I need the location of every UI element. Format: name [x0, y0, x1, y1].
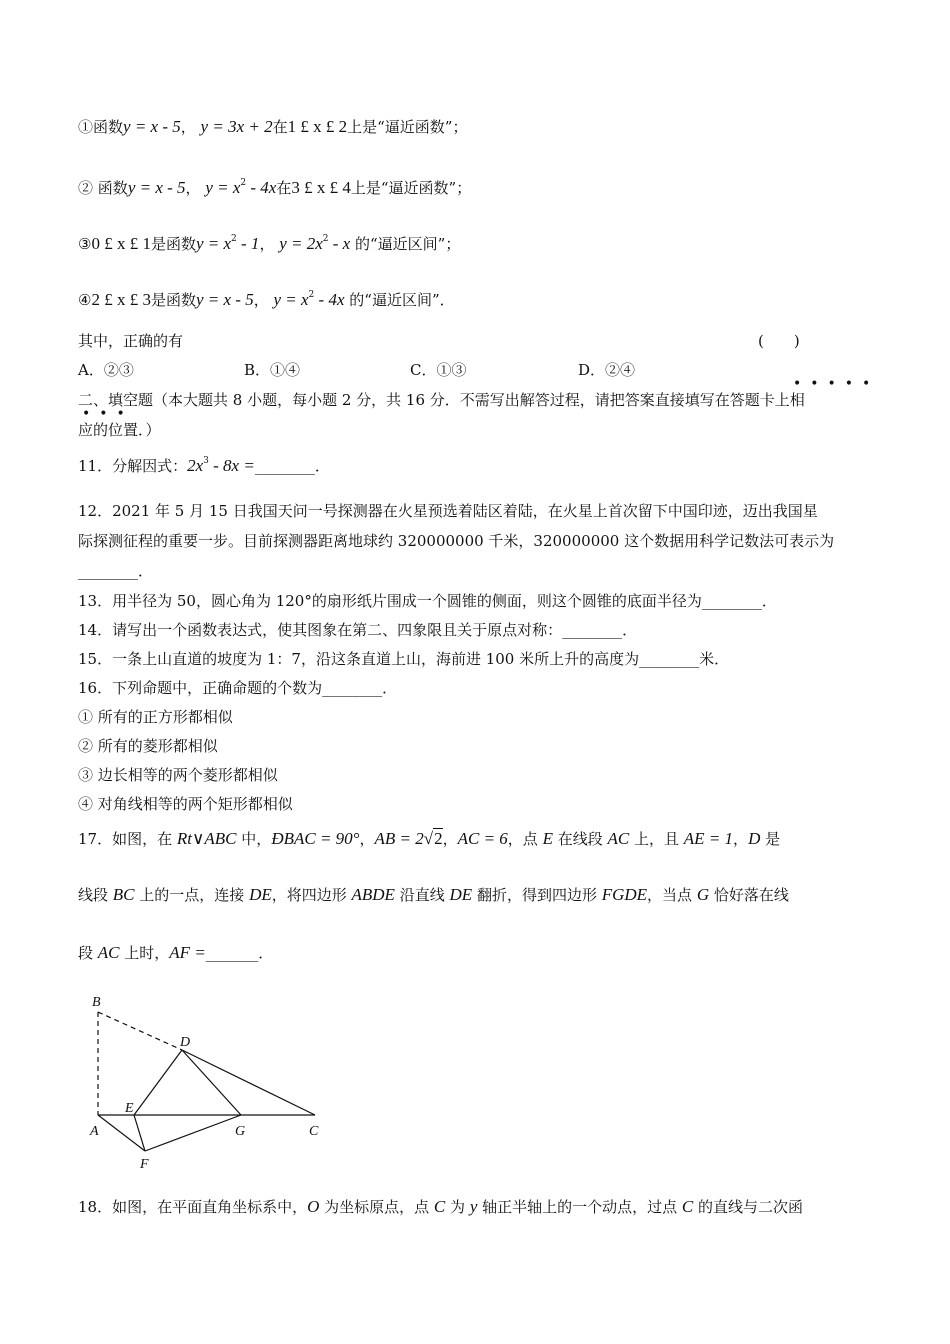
- geometry-figure: [80, 990, 340, 1180]
- q16: 16．下列命题中，正确命题的个数为________．: [78, 679, 398, 697]
- q18-line1: 18．如图，在平面直角坐标系中，O 为坐标原点，点 C 为 y 轴正半轴上的一个动点，过点 C 的直线与二次函: [78, 1197, 804, 1216]
- segment-dc: [182, 1050, 315, 1115]
- label-c: C: [309, 1124, 319, 1139]
- label-g: G: [235, 1124, 246, 1139]
- label-a: A: [90, 1124, 99, 1139]
- label-f: F: [140, 1157, 149, 1172]
- section2-title-line2: 应的位置．）: [78, 421, 161, 439]
- answer-parentheses: ( ): [758, 332, 800, 350]
- q16-item-2: ② 所有的菱形都相似: [78, 737, 218, 755]
- segment-ef: [134, 1115, 145, 1151]
- q16-item-4: ④ 对角线相等的两个矩形都相似: [78, 795, 293, 813]
- option-a: A．②③: [78, 361, 134, 379]
- section2-title-line1: 二、填空题（本大题共 8 小题，每小题 2 分，共 16 分．不需写出解答过程，请把答案直接填写在答题卡上相: [78, 391, 805, 409]
- q12-line1: 12．2021 年 5 月 15 日我国天问一号探测器在火星预选着陆区着陆，在火星上首次留下中国印迹，迈出我国星: [78, 502, 818, 520]
- q12-line2: 际探测征程的重要一步。目前探测器距离地球约 320000000 千米，320000000 这个数据用科学记数法可表示为: [78, 532, 835, 550]
- segment-fg: [145, 1115, 241, 1151]
- q10-prompt: 其中，正确的有: [78, 332, 184, 350]
- option-b: B．①④: [244, 361, 301, 379]
- q15: 15．一条上山直道的坡度为 1：7，沿这条直道上山，海前进 100 米所上升的高度为________米．: [78, 650, 730, 668]
- segment-de: [134, 1050, 182, 1115]
- q17-line2: 线段 BC 上的一点，连接 DE，将四边形 ABDE 沿直线 DE 翻折，得到四边形 FGDE，当点 G 恰好落在线: [78, 885, 789, 904]
- option-c: C．①③: [410, 361, 467, 379]
- q14: 14．请写出一个函数表达式，使其图象在第二、四象限且关于原点对称：________．: [78, 621, 638, 639]
- segment-dg: [182, 1050, 241, 1115]
- q17-line1: 17．如图，在 Rt∨ABC 中，ÐBAC = 90°，AB = 2√2，AC = 6，点 E 在线段 AC 上，且 AE = 1，D 是: [78, 829, 781, 848]
- statement-2: ② 函数y = x - 5， $y = x^2 - 4x$在3 £ x £ 4上是“逼近函数”；: [78, 178, 472, 197]
- q13: 13．用半径为 50，圆心角为 120°的扇形纸片围成一个圆锥的侧面，则这个圆锥的底面半径为________．: [78, 592, 777, 610]
- label-d: D: [180, 1035, 191, 1050]
- segment-bd-dashed: [98, 1012, 182, 1050]
- q16-item-3: ③ 边长相等的两个菱形都相似: [78, 766, 278, 784]
- answer-blank[interactable]: ________: [254, 457, 315, 475]
- q16-item-1: ① 所有的正方形都相似: [78, 708, 233, 726]
- label-e: E: [125, 1101, 134, 1116]
- answer-blank[interactable]: _______: [205, 944, 259, 962]
- statement-1: ①函数y = x - 5， y = 3x + 2在1 £ x £ 2上是“逼近函数”；: [78, 117, 468, 136]
- segment-af: [98, 1115, 145, 1151]
- label-b: B: [92, 995, 101, 1010]
- q17-line3: 段 AC 上时，AF =_______．: [78, 943, 274, 962]
- q12-answer-blank[interactable]: ________．: [78, 562, 154, 580]
- option-d: D．②④: [578, 361, 636, 379]
- q11: 11．分解因式：$2x^3 - 8x$ =________．: [78, 456, 330, 475]
- statement-3: ③0 £ x £ 1是函数$y = x^2 - 1$， $y = 2x^2 - x$ 的“逼近区间”；: [78, 234, 461, 253]
- emphasis-dots-2: •••: [82, 406, 134, 422]
- emphasis-dots: •••••: [793, 376, 880, 392]
- statement-4: ④2 £ x £ 3是函数y = x - 5， $y = x^2 - 4x$ 的“逼近区间”．: [78, 290, 455, 309]
